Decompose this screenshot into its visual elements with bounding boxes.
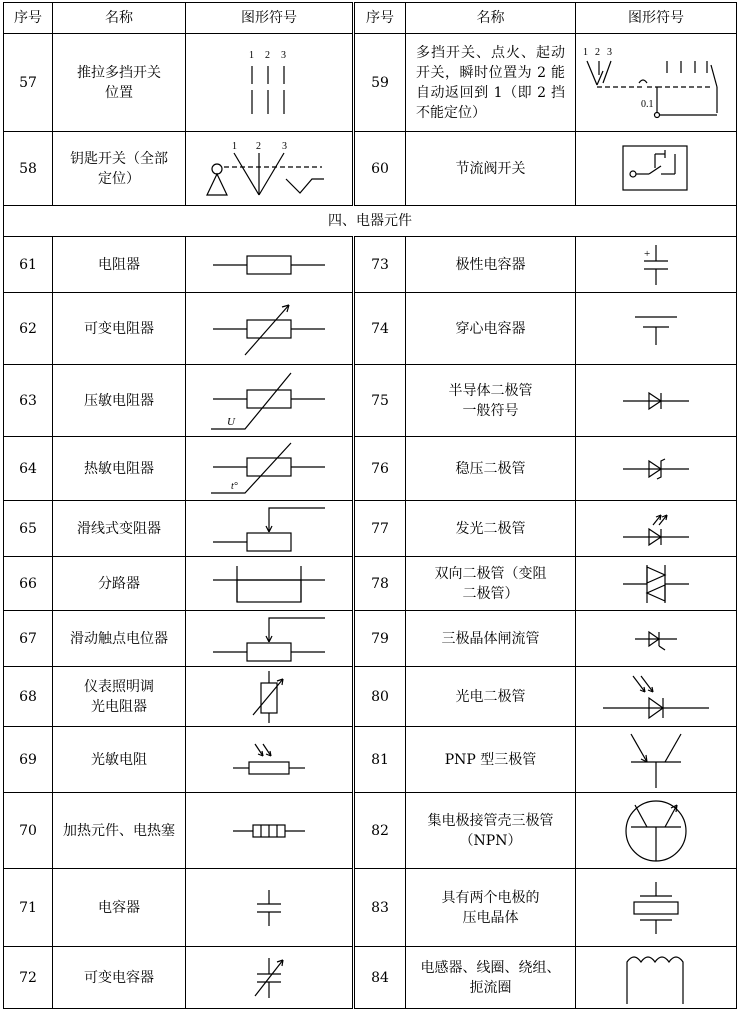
row-number: 80 [354,667,406,727]
svg-text:3: 3 [607,46,612,58]
component-name: 双向二极管（变阻 二极管） [406,557,576,611]
header-name: 名称 [406,3,576,34]
photoresistor-symbol [186,727,354,793]
row-number: 81 [354,727,406,793]
header-no: 序号 [354,3,406,34]
symbol-table [3,2,737,1009]
photodiode-symbol [576,667,737,727]
row-number: 77 [354,501,406,557]
row-number: 82 [354,793,406,869]
header-no: 序号 [4,3,53,34]
component-name: 发光二极管 [406,501,576,557]
table-row [4,365,737,437]
component-name: 电感器、线圈、绕组、 扼流圈 [406,947,576,1009]
component-name: 分路器 [53,557,186,611]
pnp-transistor-symbol [576,727,737,793]
component-name: 节流阀开关 [406,132,576,206]
zener-diode-symbol [576,437,737,501]
component-name: 稳压二极管 [406,437,576,501]
svg-text:U: U [227,415,235,428]
varistor-symbol [186,365,354,437]
component-name: 热敏电阻器 [53,437,186,501]
component-name: 半导体二极管 一般符号 [406,365,576,437]
row-number: 71 [4,869,53,947]
table-row [4,437,737,501]
component-name: 推拉多挡开关 位置 [53,34,186,132]
bidirectional-diode-symbol [576,557,737,611]
table-row [4,501,737,557]
row-number: 73 [354,237,406,293]
component-name: 压敏电阻器 [53,365,186,437]
diode-symbol [576,365,737,437]
component-name: 仪表照明调 光电阻器 [53,667,186,727]
polarized-capacitor-symbol [576,237,737,293]
svg-text:3: 3 [281,49,286,61]
component-name: 具有两个电极的 压电晶体 [406,869,576,947]
row-number: 64 [4,437,53,501]
component-name: 多挡开关、点火、起动开关，瞬时位置为 2 能自动返回到 1（即 2 挡不能定位） [406,34,576,132]
row-number: 58 [4,132,53,206]
component-name: 光电二极管 [406,667,576,727]
row-number: 59 [354,34,406,132]
component-name: PNP 型三极管 [406,727,576,793]
table-row [4,132,737,206]
header-symbol: 图形符号 [576,3,737,34]
row-number: 57 [4,34,53,132]
svg-text:2: 2 [265,49,270,61]
svg-text:2: 2 [256,140,261,152]
row-number: 69 [4,727,53,793]
component-name: 可变电容器 [53,947,186,1009]
section-title: 四、电器元件 [4,206,737,237]
component-name: 三极晶体闸流管 [406,611,576,667]
svg-text:1: 1 [232,140,237,152]
component-name: 集电极接管壳三极管 （NPN） [406,793,576,869]
svg-text:0.1: 0.1 [641,98,654,110]
shunt-symbol [186,557,354,611]
thermistor-symbol [186,437,354,501]
component-name: 电阻器 [53,237,186,293]
table-row [4,869,737,947]
header-name: 名称 [53,3,186,34]
row-number: 70 [4,793,53,869]
table-row [4,667,737,727]
header-row [4,3,737,34]
rheostat-symbol [186,501,354,557]
table-row [4,611,737,667]
table-row [4,34,737,132]
row-number: 60 [354,132,406,206]
svg-text:1: 1 [583,46,588,58]
component-name: 加热元件、电热塞 [53,793,186,869]
row-number: 72 [4,947,53,1009]
feedthrough-capacitor-symbol [576,293,737,365]
row-number: 68 [4,667,53,727]
piezo-crystal-symbol [576,869,737,947]
component-name: 极性电容器 [406,237,576,293]
resistor-symbol [186,237,354,293]
key-switch-symbol [186,132,354,206]
component-name: 钥匙开关（全部 定位） [53,132,186,206]
thyristor-symbol [576,611,737,667]
svg-text:t°: t° [231,480,238,492]
component-name: 可变电阻器 [53,293,186,365]
row-number: 79 [354,611,406,667]
component-name: 滑动触点电位器 [53,611,186,667]
svg-text:2: 2 [595,46,600,58]
row-number: 63 [4,365,53,437]
header-symbol: 图形符号 [186,3,354,34]
row-number: 83 [354,869,406,947]
row-number: 84 [354,947,406,1009]
multi-position-switch-symbol [576,34,737,132]
heating-element-symbol [186,793,354,869]
component-name: 滑线式变阻器 [53,501,186,557]
variable-resistor-symbol [186,293,354,365]
potentiometer-symbol [186,611,354,667]
pushpull-switch-symbol [186,34,354,132]
row-number: 65 [4,501,53,557]
component-name: 电容器 [53,869,186,947]
table-row [4,557,737,611]
dimmer-resistor-symbol [186,667,354,727]
row-number: 66 [4,557,53,611]
row-number: 75 [354,365,406,437]
svg-text:3: 3 [282,140,287,152]
row-number: 62 [4,293,53,365]
case-collector-transistor-symbol [576,793,737,869]
capacitor-symbol [186,869,354,947]
table-row [4,237,737,293]
led-symbol [576,501,737,557]
row-number: 67 [4,611,53,667]
table-row [4,293,737,365]
svg-text:+: + [644,247,651,260]
table-row [4,727,737,793]
table-row [4,793,737,869]
throttle-switch-symbol [576,132,737,206]
component-name: 光敏电阻 [53,727,186,793]
svg-text:1: 1 [249,49,254,61]
row-number: 61 [4,237,53,293]
variable-capacitor-symbol [186,947,354,1009]
row-number: 74 [354,293,406,365]
component-name: 穿心电容器 [406,293,576,365]
row-number: 78 [354,557,406,611]
inductor-symbol [576,947,737,1009]
table-row [4,947,737,1009]
section-row [4,206,737,237]
row-number: 76 [354,437,406,501]
